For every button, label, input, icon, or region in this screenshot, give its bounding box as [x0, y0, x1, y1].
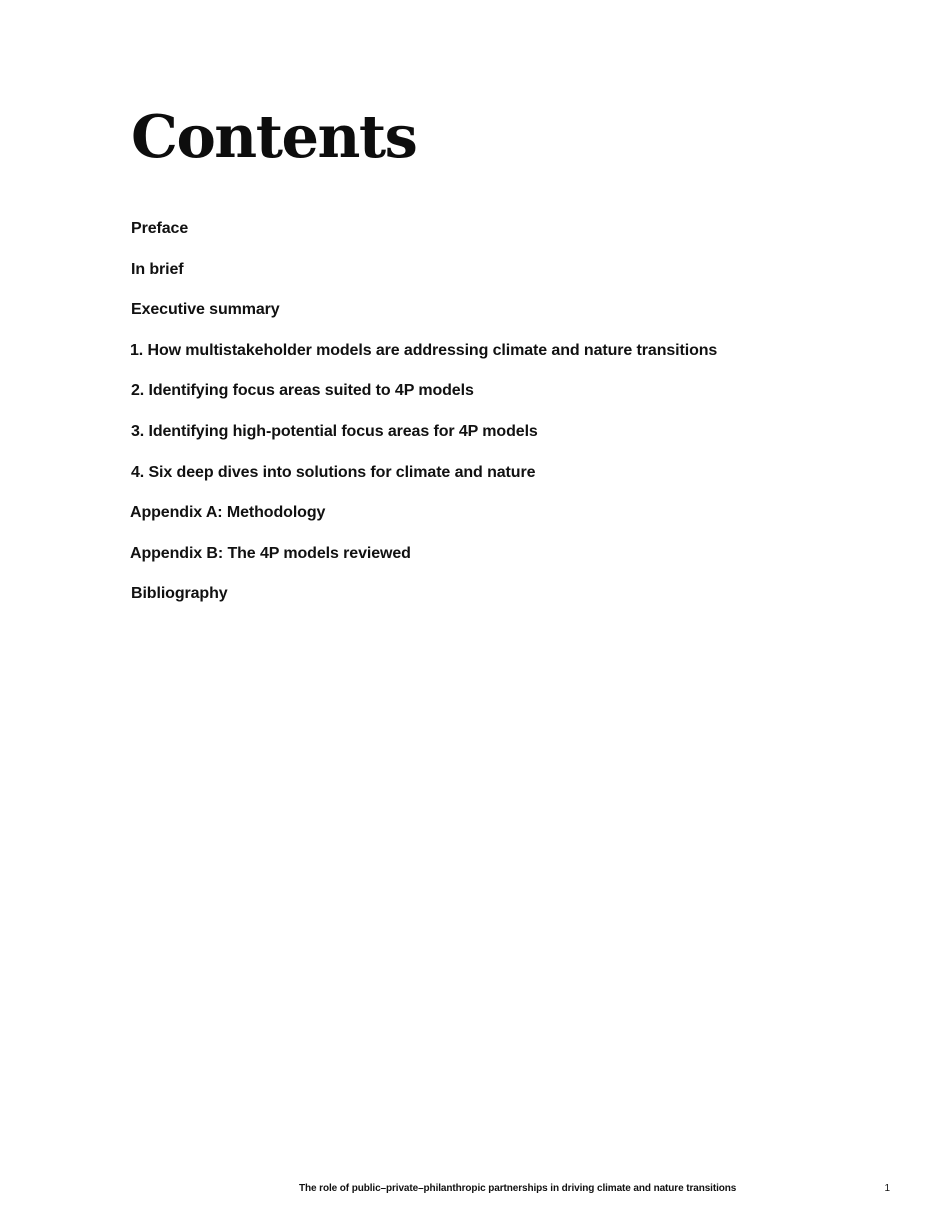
- toc-item-executive-summary[interactable]: Executive summary: [131, 301, 280, 319]
- toc-item-appendix-b[interactable]: Appendix B: The 4P models reviewed: [130, 544, 411, 562]
- toc-item-chapter-3[interactable]: 3. Identifying high-potential focus areas for 4P models: [131, 422, 538, 440]
- toc-item-chapter-4[interactable]: 4. Six deep dives into solutions for climate and nature: [131, 463, 536, 481]
- toc-item-preface[interactable]: Preface: [131, 220, 189, 237]
- toc-item-appendix-a[interactable]: Appendix A: Methodology: [130, 504, 326, 522]
- toc-item-chapter-2[interactable]: 2. Identifying focus areas suited to 4P models: [131, 382, 474, 400]
- page-number: 1: [884, 1183, 890, 1194]
- toc-item-chapter-1[interactable]: 1. How multistakeholder models are addressing climate and nature transitions: [130, 341, 718, 359]
- toc-item-in-brief[interactable]: In brief: [131, 260, 184, 278]
- toc-item-bibliography[interactable]: Bibliography: [131, 585, 228, 603]
- table-of-contents: [131, 218, 717, 624]
- page-title: Contents: [131, 102, 417, 171]
- footer-document-title: The role of public–private–philanthropic partnerships in driving climate and nature transitions: [299, 1183, 737, 1194]
